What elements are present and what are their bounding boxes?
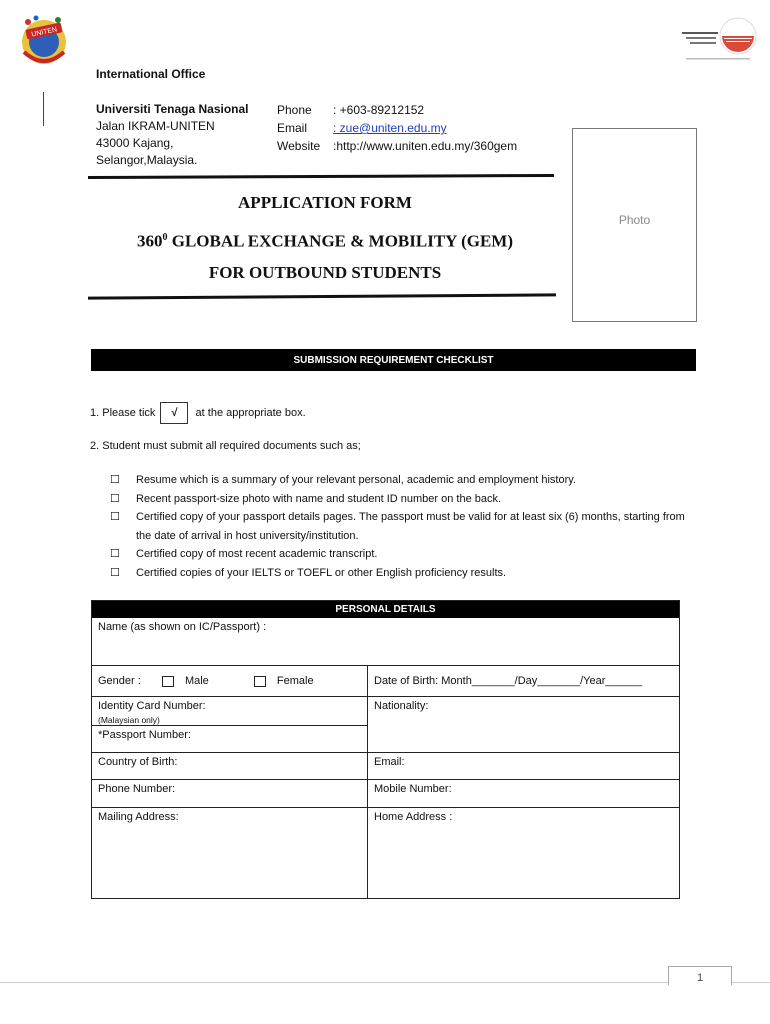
title-line: APPLICATION FORM bbox=[238, 193, 412, 212]
form-title bbox=[88, 188, 562, 293]
contact-email bbox=[277, 119, 517, 137]
contact-label: Website bbox=[277, 139, 321, 153]
logo-text: UNITEN bbox=[30, 26, 58, 39]
university-name: Universiti Tenaga Nasional bbox=[96, 102, 249, 116]
contact-website bbox=[277, 137, 517, 155]
email-field[interactable]: Email: bbox=[374, 756, 405, 768]
requirement-text: 2. Student must submit all required documents such as; bbox=[90, 440, 361, 452]
checkbox[interactable]: ☐ bbox=[110, 474, 120, 486]
checkbox[interactable]: ☐ bbox=[110, 511, 120, 523]
margin-marker bbox=[43, 92, 44, 126]
uniten-logo bbox=[14, 12, 74, 68]
gender-field: Gender : Male Female bbox=[98, 675, 314, 687]
mailing-address-field[interactable]: Mailing Address: bbox=[98, 811, 179, 823]
male-checkbox[interactable] bbox=[162, 676, 174, 687]
footer-line bbox=[0, 982, 770, 983]
divider bbox=[88, 293, 556, 299]
title-line: $360^0$ GLOBAL EXCHANGE & MOBILITY (GEM) bbox=[136, 231, 514, 251]
tick-example-box: √ bbox=[160, 402, 188, 424]
mobile-field[interactable]: Mobile Number: bbox=[374, 783, 452, 795]
document-checklist bbox=[110, 471, 690, 582]
ic-number-field[interactable]: Identity Card Number: bbox=[98, 700, 206, 712]
passport-field[interactable]: *Passport Number: bbox=[98, 729, 191, 741]
contact-phone bbox=[277, 101, 517, 119]
contact-label: Phone bbox=[277, 103, 312, 117]
checkbox[interactable]: ☐ bbox=[110, 492, 120, 505]
title-line: FOR OUTBOUND STUDENTS bbox=[208, 263, 442, 282]
divider bbox=[88, 174, 554, 179]
list-item: ☐ Resume which is a summary of your relevant personal, academic and employment history. bbox=[110, 471, 690, 490]
contact-value: : +603-89212152 bbox=[333, 103, 425, 117]
nationality-field[interactable]: Nationality: bbox=[374, 700, 429, 712]
address-line: Selangor,Malaysia. bbox=[96, 153, 198, 167]
office-name: International Office bbox=[96, 67, 206, 81]
checkbox[interactable]: ☐ bbox=[110, 548, 120, 560]
email-link[interactable]: : zue@uniten.edu.my bbox=[333, 121, 447, 135]
dob-field[interactable]: Date of Birth: Month_______/Day_______/Year______ bbox=[374, 675, 643, 687]
contact-value: :http://www.uniten.edu.my/360gem bbox=[333, 139, 518, 153]
partner-logo bbox=[682, 12, 758, 64]
country-of-birth-field[interactable]: Country of Birth: bbox=[98, 756, 178, 768]
list-item: ☐ Certified copies of your IELTS or TOEFL or other English proficiency results. bbox=[110, 564, 690, 583]
contact-label: Email bbox=[277, 121, 308, 135]
list-item: ☐ Certified copy of your passport details pages. The passport must be valid for at least six (6) months, starting from the date of arrival in host university/institution. bbox=[110, 508, 690, 545]
photo-box[interactable] bbox=[572, 128, 697, 322]
tick-instruction: 1. Please tick √ at the appropriate box. bbox=[90, 402, 306, 424]
address-line: 43000 Kajang, bbox=[96, 136, 174, 150]
address-block bbox=[96, 101, 249, 169]
phone-field[interactable]: Phone Number: bbox=[98, 783, 176, 795]
checklist-heading: SUBMISSION REQUIREMENT CHECKLIST bbox=[91, 349, 696, 371]
personal-details-table bbox=[91, 600, 680, 899]
name-field[interactable]: Name (as shown on IC/Passport) : bbox=[98, 621, 267, 633]
page-number: 1 bbox=[668, 966, 732, 985]
checkbox[interactable]: ☐ bbox=[110, 566, 120, 579]
list-item: ☐ Certified copy of most recent academic transcript. bbox=[110, 545, 690, 564]
contact-block bbox=[277, 101, 517, 155]
ic-note: (Malaysian only) bbox=[98, 715, 160, 725]
female-checkbox[interactable] bbox=[254, 676, 266, 687]
home-address-field[interactable]: Home Address : bbox=[374, 811, 453, 823]
personal-details-heading: PERSONAL DETAILS bbox=[92, 601, 679, 618]
address-line: Jalan IKRAM-UNITEN bbox=[96, 119, 215, 133]
list-item: ☐ Recent passport-size photo with name and student ID number on the back. bbox=[110, 490, 690, 509]
photo-label: Photo bbox=[618, 213, 651, 227]
